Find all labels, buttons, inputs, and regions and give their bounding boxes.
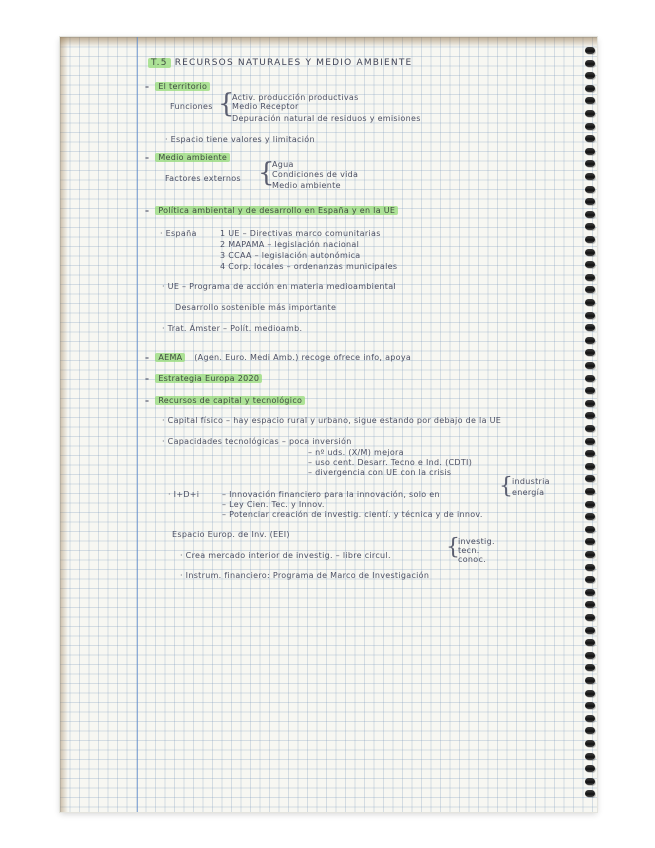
section-estrategia: – Estrategia Europa 2020 <box>145 374 262 383</box>
espacio-limitado: · Espacio tiene valores y limitación <box>165 135 315 144</box>
spiral-ring <box>585 564 595 571</box>
libre-item-1: investig. <box>458 537 495 546</box>
section-recursos: – Recursos de capital y tecnológico <box>145 396 305 405</box>
idi-item-3: – Potenciar creación de investig. cientí. y técnica y de innov. <box>222 510 483 519</box>
page-title <box>148 58 412 68</box>
espana-label: · España <box>160 229 197 238</box>
title-number: T.5 <box>148 58 171 68</box>
spiral-ring <box>585 664 595 671</box>
spiral-ring <box>585 349 595 356</box>
spiral-ring <box>585 438 595 445</box>
spiral-ring <box>585 337 595 344</box>
spiral-ring <box>585 765 595 772</box>
title-text: RECURSOS NATURALES Y MEDIO AMBIENTE <box>174 58 413 68</box>
section-medio-ambiente: – Medio ambiente <box>145 153 230 162</box>
spiral-ring <box>585 173 595 180</box>
spiral-ring <box>585 677 595 684</box>
capacidades-item-1: – nº uds. (X/M) mejora <box>308 448 404 457</box>
page-edge-shadow <box>60 37 597 47</box>
libre-item-2: tecn. <box>458 546 480 555</box>
spiral-ring <box>585 375 595 382</box>
espana-item-4: 4 Corp. locales – ordenanzas municipales <box>220 262 398 271</box>
spiral-ring <box>585 97 595 104</box>
capacidades-item-3: – divergencia con UE con la crisis <box>308 468 452 477</box>
spiral-ring <box>585 526 595 533</box>
idi-brace-item-a: industria <box>512 477 550 486</box>
libre-item-3: conoc. <box>458 555 486 564</box>
spiral-ring <box>585 589 595 596</box>
desarrollo-sostenible: Desarrollo sostenible más importante <box>175 303 337 312</box>
spiral-ring <box>585 715 595 722</box>
funciones-item-3: Depuración natural de residuos y emisiones <box>232 114 421 123</box>
spiral-ring <box>585 261 595 268</box>
heading-politica: Política ambiental y de desarrollo en España y en la UE <box>155 206 398 215</box>
spiral-ring <box>585 362 595 369</box>
funciones-label: Funciones <box>170 102 213 111</box>
spiral-ring <box>585 236 595 243</box>
spiral-ring <box>585 249 595 256</box>
spiral-ring <box>585 639 595 646</box>
idi-label: · I+D+i <box>168 490 200 499</box>
spiral-ring <box>585 299 595 306</box>
aema-description: (Agen. Euro. Medi Amb.) recoge ofrece info, apoya <box>194 353 412 362</box>
funciones-item-1: Activ. producción productivas <box>232 93 359 102</box>
factores-item-3: Medio ambiente <box>272 181 341 190</box>
tratado-amsterdam: · Trat. Ámster – Polít. medioamb. <box>162 324 303 333</box>
margin-line <box>137 37 138 812</box>
spiral-ring <box>585 211 595 218</box>
heading-recursos: Recursos de capital y tecnológico <box>155 396 305 405</box>
spiral-ring <box>585 652 595 659</box>
spiral-ring <box>585 160 595 167</box>
spiral-ring <box>585 690 595 697</box>
heading-territorio: El territorio <box>155 82 210 91</box>
spiral-ring <box>585 450 595 457</box>
ue-line: · UE – Programa de acción en materia medioambiental <box>162 282 396 291</box>
spiral-binding <box>585 37 599 812</box>
spiral-ring <box>585 85 595 92</box>
spiral-ring <box>585 110 595 117</box>
brace-libre-circulacion: { <box>446 535 460 560</box>
spiral-ring <box>585 501 595 508</box>
crea-mercado: · Crea mercado interior de investig. – libre circul. <box>180 551 391 560</box>
spiral-ring <box>585 727 595 734</box>
spiral-ring <box>585 488 595 495</box>
spiral-ring <box>585 614 595 621</box>
idi-brace-item-b: energía <box>512 488 545 497</box>
spiral-ring <box>585 425 595 432</box>
spiral-ring <box>585 123 595 130</box>
heading-medio-ambiente: Medio ambiente <box>155 153 230 162</box>
spiral-ring <box>585 148 595 155</box>
spiral-ring <box>585 538 595 545</box>
capacidades-tecnologicas: · Capacidades tecnológicas – poca inversión <box>162 437 352 446</box>
spiral-ring <box>585 47 595 54</box>
spiral-ring <box>585 186 595 193</box>
spiral-ring <box>585 324 595 331</box>
spiral-ring <box>585 753 595 760</box>
spiral-ring <box>585 274 595 281</box>
spiral-ring <box>585 223 595 230</box>
spiral-ring <box>585 702 595 709</box>
espana-item-1: 1 UE – Directivas marco comunitarias <box>220 229 381 238</box>
funciones-item-2: Medio Receptor <box>232 102 299 111</box>
spiral-ring <box>585 400 595 407</box>
spiral-ring <box>585 387 595 394</box>
spiral-ring <box>585 412 595 419</box>
spiral-ring <box>585 475 595 482</box>
espacio-europeo: Espacio Europ. de Inv. (EEI) <box>172 530 290 539</box>
spiral-ring <box>585 312 595 319</box>
section-territorio: – El territorio <box>145 82 210 91</box>
spiral-ring <box>585 198 595 205</box>
spiral-ring <box>585 790 595 797</box>
spiral-ring <box>585 286 595 293</box>
capital-fisico: · Capital físico – hay espacio rural y urbano, sigue estando por debajo de la UE <box>162 416 502 425</box>
spiral-ring <box>585 60 595 67</box>
spiral-ring <box>585 627 595 634</box>
spiral-ring <box>585 551 595 558</box>
section-politica: – Política ambiental y de desarrollo en España y en la UE <box>145 206 398 215</box>
capacidades-item-2: – uso cent. Desarr. Tecno e Ind. (CDTI) <box>308 458 473 467</box>
brace-idi: { <box>499 474 513 499</box>
idi-item-1: – Innovación financiero para la innovación, solo en <box>222 490 440 499</box>
spiral-ring <box>585 778 595 785</box>
brace-factores: { <box>258 158 275 188</box>
espana-item-3: 3 CCAA – legislación autonómica <box>220 251 361 260</box>
factores-item-2: Condiciones de vida <box>272 170 359 179</box>
spiral-ring <box>585 463 595 470</box>
spiral-ring <box>585 135 595 142</box>
section-aema: – AEMA (Agen. Euro. Medi Amb.) recoge ofrece info, apoya <box>145 353 412 362</box>
factores-item-1: Agua <box>272 160 294 169</box>
instrumento-financiero: · Instrum. financiero: Programa de Marco de Investigación <box>180 571 430 580</box>
spiral-ring <box>585 576 595 583</box>
page-edge-shadow-left <box>60 37 68 812</box>
idi-item-2: – Ley Cien. Tec. y Innov. <box>222 500 325 509</box>
spiral-ring <box>585 740 595 747</box>
spiral-ring <box>585 601 595 608</box>
spiral-ring <box>585 513 595 520</box>
spiral-ring <box>585 72 595 79</box>
factores-label: Factores externos <box>165 174 241 183</box>
espana-item-2: 2 MAPAMA – legislación nacional <box>220 240 360 249</box>
brace-funciones: { <box>218 89 235 119</box>
heading-estrategia: Estrategia Europa 2020 <box>155 374 262 383</box>
heading-aema: AEMA <box>155 353 185 362</box>
